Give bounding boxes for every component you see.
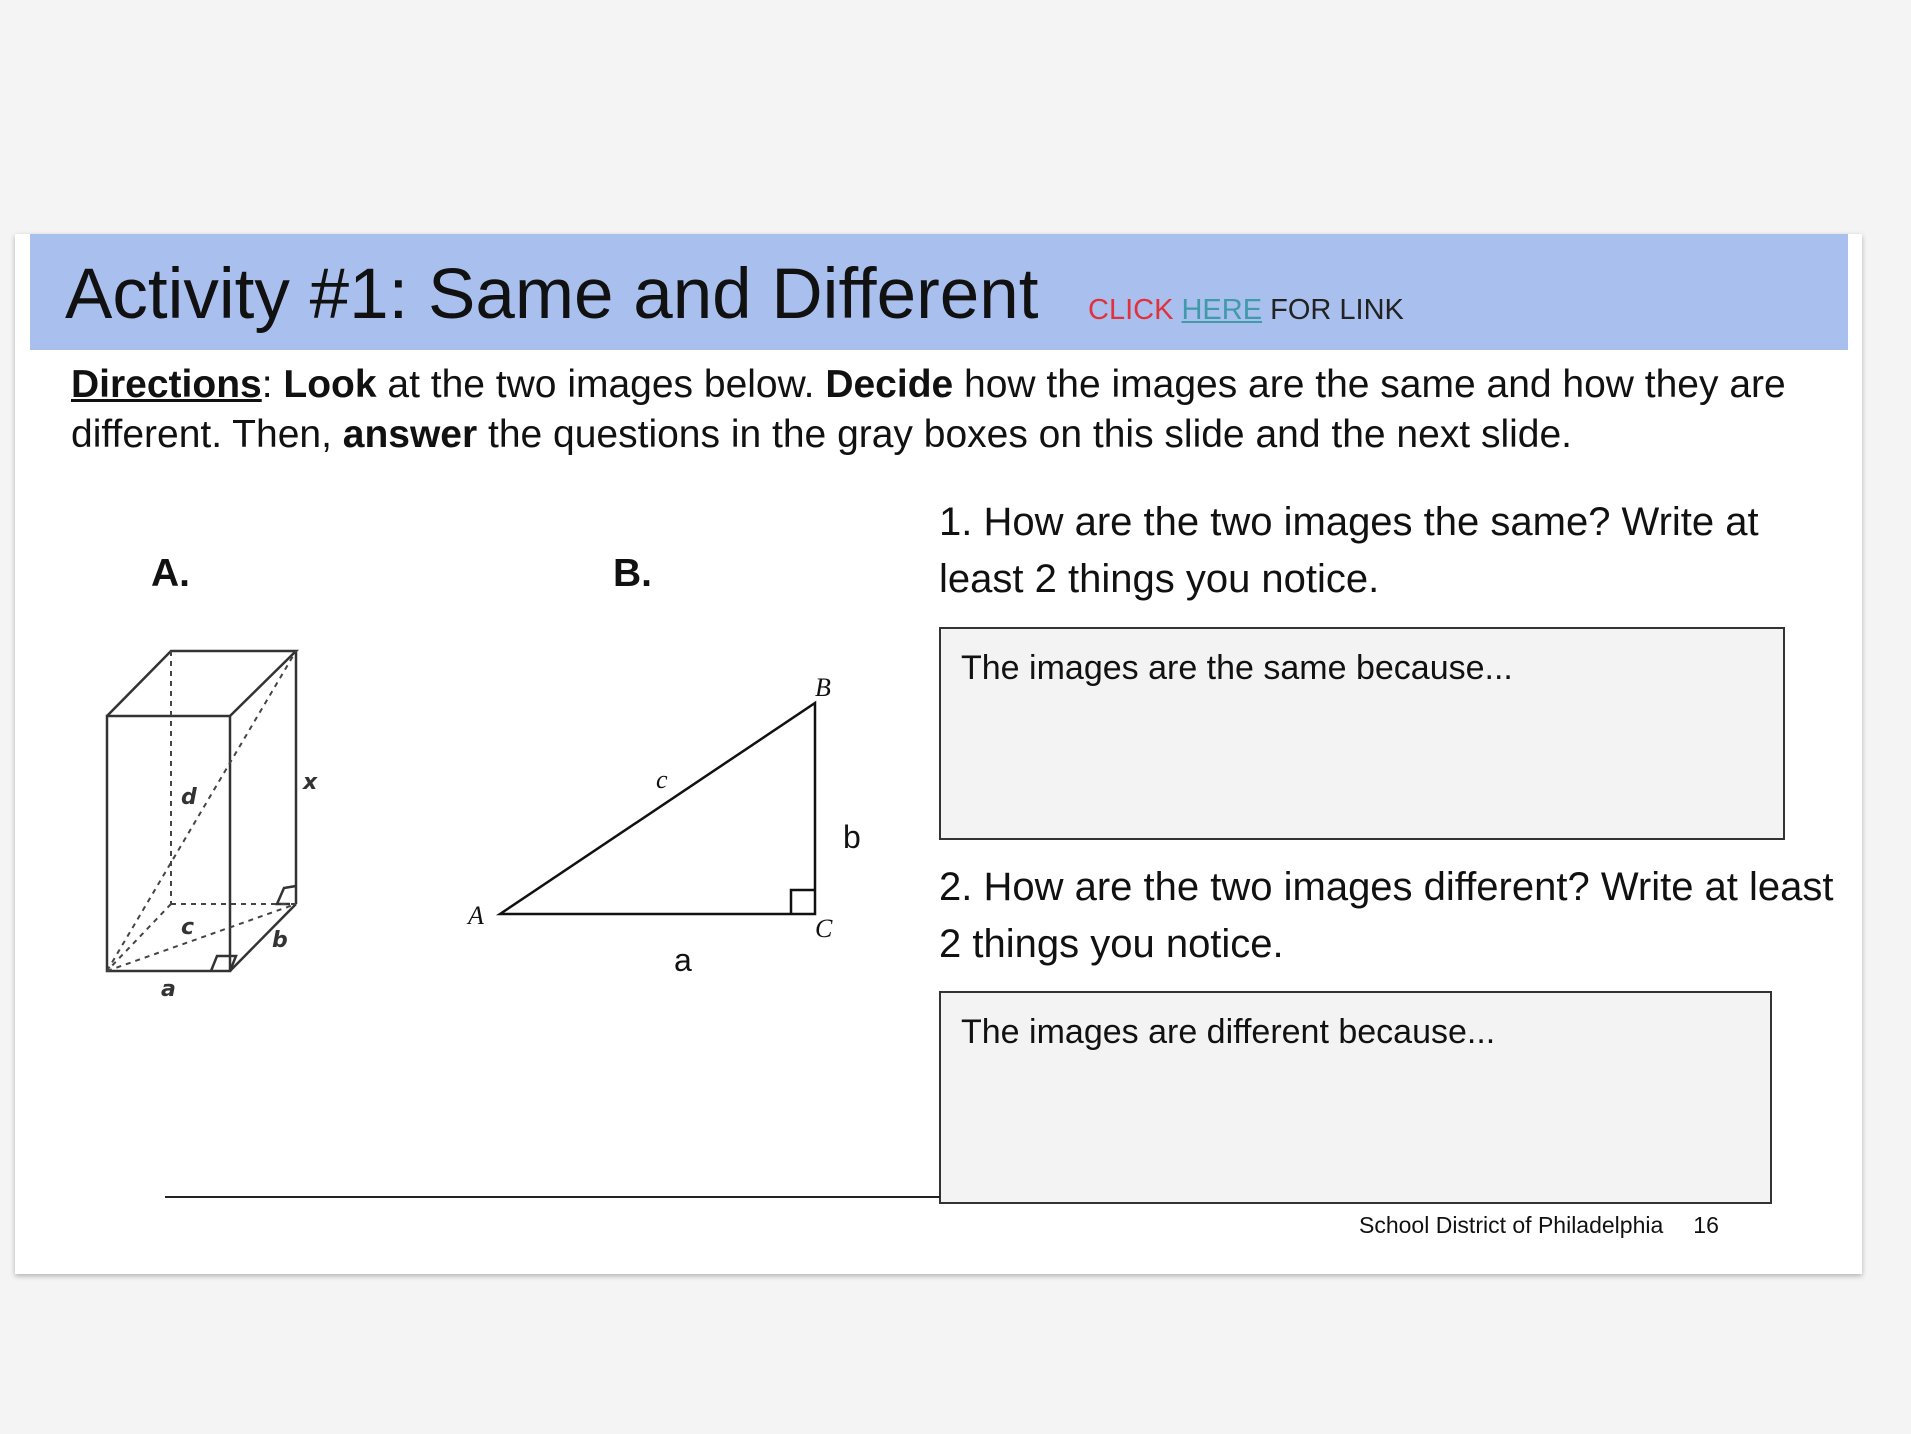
vertex-label-c: C xyxy=(815,914,833,943)
question-2: 2. How are the two images different? Write at least 2 things you notice. xyxy=(939,865,1834,966)
answer-prompt-different: The images are different because... xyxy=(961,1013,1496,1051)
slide xyxy=(15,234,1862,1274)
question-1: 1. How are the two images the same? Write at least 2 things you notice. xyxy=(939,500,1759,601)
bottom-divider-line xyxy=(165,1196,940,1198)
edge-label-b: b xyxy=(272,928,288,953)
directions-decide: Decide xyxy=(825,363,954,406)
footer-page-number: 16 xyxy=(1693,1212,1719,1238)
answer-box-same[interactable] xyxy=(939,627,1785,840)
for-link-text: FOR LINK xyxy=(1270,294,1404,326)
slide-title: Activity #1: Same and Different xyxy=(65,255,1039,334)
figure-b-triangle xyxy=(15,234,915,1034)
directions-colon: : xyxy=(261,363,284,406)
directions-text-1: at the two images below. xyxy=(376,363,826,406)
answer-box-different[interactable] xyxy=(939,991,1772,1204)
edge-label-x: x xyxy=(303,770,318,795)
side-label-c: c xyxy=(656,765,668,794)
here-link[interactable]: HERE xyxy=(1181,294,1263,326)
click-here-link xyxy=(1088,294,1404,327)
slide-footer xyxy=(1359,1212,1719,1239)
footer-organization: School District of Philadelphia xyxy=(1359,1212,1664,1238)
edge-label-d: d xyxy=(181,785,197,810)
edge-label-c: c xyxy=(181,915,195,940)
directions-text-3: the questions in the gray boxes on this slide and the next slide. xyxy=(477,413,1573,456)
figure-a-label: A. xyxy=(151,552,190,595)
vertex-label-a: A xyxy=(468,901,484,930)
click-text: CLICK xyxy=(1088,294,1174,326)
side-label-b: b xyxy=(843,819,861,855)
directions-text-2: how the images are the same and how they are different. Then, xyxy=(71,363,1786,456)
figure-b-label: B. xyxy=(613,552,652,595)
edge-label-a: a xyxy=(161,977,176,1002)
directions-label: Directions xyxy=(71,363,262,406)
side-label-a: a xyxy=(674,942,692,978)
directions-look: Look xyxy=(283,363,377,406)
directions-answer: answer xyxy=(342,413,478,456)
vertex-label-b: B xyxy=(815,673,831,702)
answer-prompt-same: The images are the same because... xyxy=(961,649,1513,687)
